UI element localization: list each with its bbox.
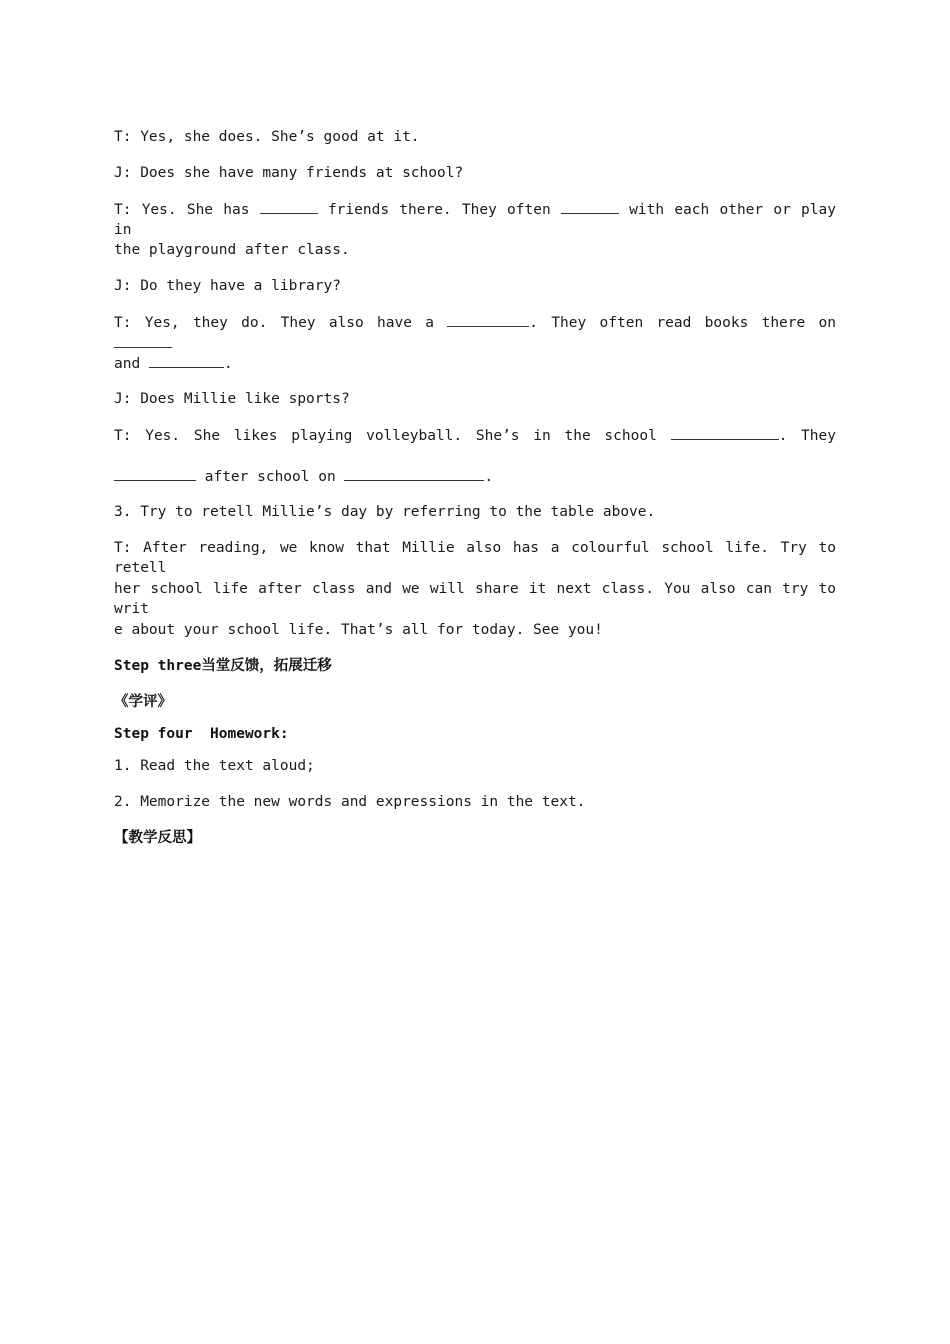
- fill-blank: [260, 199, 318, 214]
- reflection-heading: [114, 828, 836, 848]
- dialogue-line-2: J: Does she have many friends at school?: [114, 165, 464, 181]
- dialogue-text: after school on: [204, 469, 336, 485]
- dialogue-text: . They often read books there on: [529, 315, 836, 331]
- dialogue-text: .: [223, 356, 233, 372]
- fill-blank: [149, 353, 224, 368]
- step-three-heading: [114, 656, 836, 676]
- dialogue-line-9: [114, 425, 836, 446]
- dialogue-line-7: [114, 353, 836, 374]
- dialogue-text: . They: [778, 428, 836, 444]
- dialogue-text: T: Yes. She has: [114, 202, 250, 218]
- homework-item-2: 2. Memorize the new words and expressions in the text.: [114, 794, 586, 810]
- dialogue-line-5: J: Do they have a library?: [114, 278, 341, 294]
- task-3: 3. Try to retell Millie’s day by referring to the table above.: [114, 504, 656, 520]
- closing-line-3: e about your school life. That’s all for today. See you!: [114, 622, 603, 638]
- dialogue-line-1: T: Yes, she does. She’s good at it.: [114, 129, 420, 145]
- fill-blank: [114, 333, 172, 348]
- fill-blank: [671, 425, 779, 440]
- dialogue-line-4: the playground after class.: [114, 242, 350, 258]
- step-three-cn: 当堂反馈，拓展迁移: [201, 658, 332, 674]
- xueping-heading: [114, 692, 836, 712]
- closing-line-2: her school life after class and we will share it next class. You also can try to writ: [114, 581, 836, 617]
- homework-item-1: 1. Read the text aloud;: [114, 758, 315, 774]
- dialogue-line-6: [114, 312, 836, 354]
- fill-blank: [561, 199, 619, 214]
- dialogue-line-3: [114, 199, 836, 240]
- dialogue-line-10: [114, 466, 836, 487]
- step-four-heading: Step four Homework:: [114, 726, 289, 742]
- step-three-label: Step three: [114, 658, 202, 674]
- fill-blank: [114, 466, 196, 481]
- dialogue-text: with each other or play in: [114, 202, 836, 238]
- reflection-label: 【教学反思】: [114, 830, 201, 846]
- dialogue-text: T: Yes, they do. They also have a: [114, 315, 434, 331]
- dialogue-line-8: J: Does Millie like sports?: [114, 391, 350, 407]
- dialogue-text: and: [114, 356, 141, 372]
- fill-blank: [447, 312, 529, 327]
- dialogue-text: .: [484, 469, 494, 485]
- closing-line-1: T: After reading, we know that Millie also has a colourful school life. Try to retell: [114, 540, 836, 576]
- dialogue-text: friends there. They often: [327, 202, 551, 218]
- fill-blank: [344, 466, 484, 481]
- xueping-label: 《学评》: [114, 694, 172, 710]
- dialogue-text: T: Yes. She likes playing volleyball. She’s in the school: [114, 428, 657, 444]
